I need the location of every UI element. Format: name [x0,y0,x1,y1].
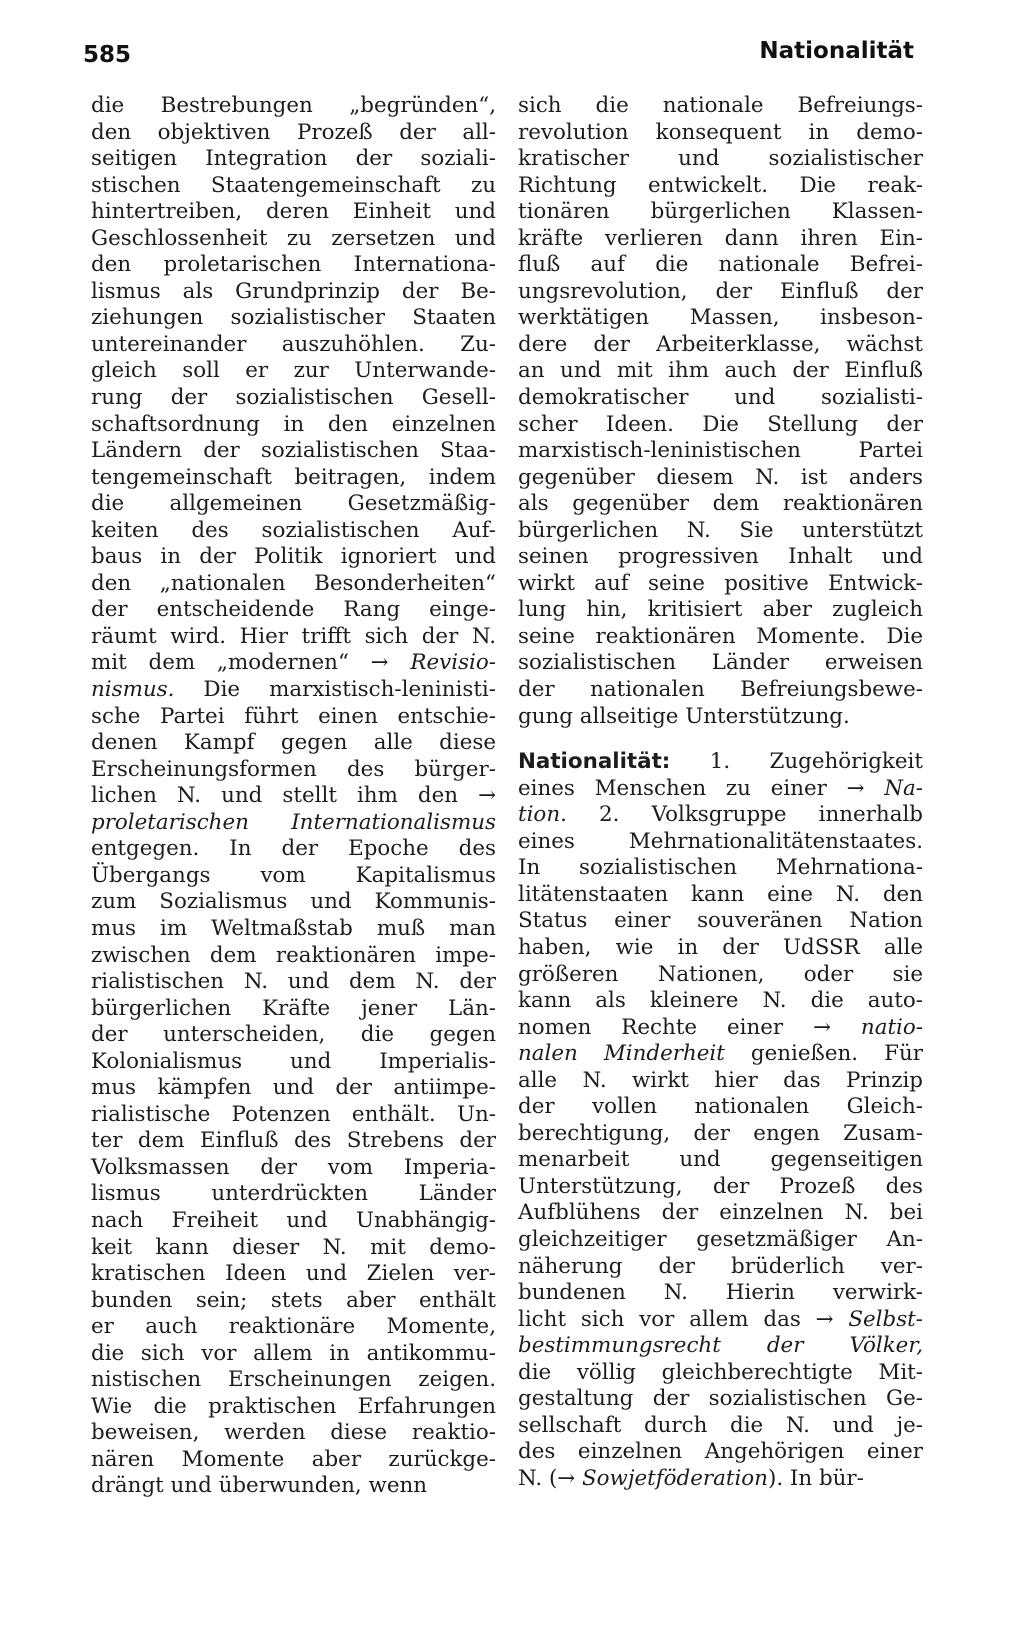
text-line [91,677,496,704]
text-line [91,1261,496,1288]
text-line [91,385,496,412]
text-line [91,571,496,598]
text-run: ). In bür- [767,1465,864,1491]
text-run: 1. Zugehörigkeit [670,749,923,775]
cross-reference: bestimmungsrecht der Völker, [518,1333,923,1359]
text-run: nären Momente aber zurückge- [91,1446,496,1472]
text-line [518,279,923,306]
text-run: eines Mehrnationalitätenstaates. [518,828,923,854]
text-run: marxistisch-leninistischen Partei [518,438,923,464]
text-line [518,1174,923,1201]
text-line [91,146,496,173]
page-number: 585 [83,42,132,68]
text-run: untereinander auszuhöhlen. Zu- [91,331,496,357]
right-column [518,93,923,1492]
text-run: die völlig gleichberechtigte Mit- [518,1359,923,1385]
text-run: kratischer und sozialistischer [518,146,923,172]
text-line [91,597,496,624]
text-line [91,1022,496,1049]
text-line [91,889,496,916]
text-line [91,730,496,757]
text-run: stischen Staatengemeinschaft zu [91,172,496,198]
text-run: zwischen dem reaktionären impe- [91,942,496,968]
text-run: haben, wie in der UdSSR alle [518,934,923,960]
text-line [518,1254,923,1281]
text-run: der nationalen Befreiungsbewe- [518,677,923,703]
text-line [518,1015,923,1042]
text-run: berechtigung, der engen Zusam- [518,1120,923,1146]
text-run: zum Sozialismus und Kommunis- [91,889,496,915]
text-line [91,969,496,996]
text-line [518,882,923,909]
text-run: Die marxistisch-leninisti- [174,677,496,703]
text-line [518,677,923,704]
text-run: alle N. wirkt hier das Prinzip [518,1067,923,1093]
text-run: keit kann dieser N. mit demo- [91,1234,496,1260]
text-run: werktätigen Massen, insbeson- [518,305,923,331]
text-run: entgegen. In der Epoche des [91,836,496,862]
text-line [518,749,923,776]
text-run: In sozialistischen Mehrnationa- [518,855,923,881]
text-run: nach Freiheit und Unabhängig- [91,1207,496,1233]
text-line [91,943,496,970]
text-run: kräfte verlieren dann ihren Ein- [518,225,923,251]
text-line [518,1280,923,1307]
text-run: ungsrevolution, der Einfluß der [518,278,923,304]
text-line [91,93,496,120]
text-run: genießen. Für [724,1041,923,1067]
left-column [91,93,496,1500]
text-run: Ländern der sozialistischen Staa- [91,438,496,464]
text-line [91,1420,496,1447]
cross-reference: Na- [884,775,923,801]
text-line [518,438,923,465]
text-line [91,1128,496,1155]
text-run: lismus als Grundprinzip der Be- [91,278,496,304]
text-run: als gegenüber dem reaktionären [518,491,923,517]
text-line [518,1200,923,1227]
text-run: kann als kleinere N. die auto- [518,988,923,1014]
text-line [518,935,923,962]
text-run: fluß auf die nationale Befrei- [518,252,923,278]
text-line [91,1447,496,1474]
text-line [518,199,923,226]
text-run: Status einer souveränen Nation [518,908,923,934]
text-line [91,1102,496,1129]
text-line [91,757,496,784]
text-run: mus im Weltmaßstab muß man [91,915,496,941]
text-run: tionären bürgerlichen Klassen- [518,199,923,225]
text-run: rung der sozialistischen Gesell- [91,385,496,411]
text-line [91,438,496,465]
text-run: er auch reaktionäre Momente, [91,1314,496,1340]
text-line [518,988,923,1015]
text-line [518,1386,923,1413]
text-line [91,650,496,677]
text-run: menarbeit und gegenseitigen [518,1147,923,1173]
text-run: gleichzeitiger gesetzmäßiger An- [518,1226,923,1252]
text-line [91,863,496,890]
text-line [518,1413,923,1440]
text-line [518,1333,923,1360]
text-run: scher Ideen. Die Stellung der [518,411,923,437]
text-line [518,1094,923,1121]
text-line [518,146,923,173]
text-line [91,1288,496,1315]
text-run: licht sich vor allem das → [518,1306,849,1332]
headword: Nationalität: [518,749,671,775]
text-run: ter dem Einfluß des Strebens der [91,1128,496,1154]
text-run: räumt wird. Hier trifft sich der N. [91,623,496,649]
entry-nationalitaet [518,749,923,1492]
text-line [91,358,496,385]
text-run: kratischen Ideen und Zielen ver- [91,1261,496,1287]
text-run: an und mit ihm auch der Einfluß [518,358,923,384]
text-line [518,173,923,200]
cross-reference: tion. [518,802,567,828]
text-line [518,597,923,624]
text-line [518,120,923,147]
text-run: mit dem „modernen“ → [91,650,411,676]
text-line [518,1307,923,1334]
text-run: dere der Arbeiterklasse, wächst [518,331,923,357]
text-line [518,226,923,253]
text-run: größeren Nationen, oder sie [518,961,923,987]
text-line [518,624,923,651]
text-line [91,465,496,492]
text-run: lung hin, kritisiert aber zugleich [518,597,923,623]
text-run: der entscheidende Rang einge- [91,597,496,623]
text-line [518,802,923,829]
text-run: Richtung entwickelt. Die reak- [518,172,923,198]
text-line [91,1049,496,1076]
text-line [91,704,496,731]
text-line [91,279,496,306]
text-run: Unterstützung, der Prozeß des [518,1173,923,1199]
text-line [91,783,496,810]
text-run: keiten des sozialistischen Auf- [91,517,496,543]
text-run: seine reaktionären Momente. Die [518,623,923,649]
text-line [91,1473,496,1500]
text-line [518,571,923,598]
cross-reference: proletarischen Internationalismus [91,809,496,835]
text-line [518,1439,923,1466]
text-line [518,829,923,856]
text-run: des einzelnen Angehörigen einer [518,1439,923,1465]
text-line [91,916,496,943]
text-line [518,252,923,279]
text-line [518,962,923,989]
text-run: seinen progressiven Inhalt und [518,544,923,570]
text-run: baus in der Politik ignoriert und [91,544,496,570]
text-line [518,855,923,882]
text-line [518,93,923,120]
text-line [91,305,496,332]
text-line [91,226,496,253]
text-line [91,624,496,651]
text-run: Geschlossenheit zu zersetzen und [91,225,496,251]
text-line [91,1208,496,1235]
text-run: Erscheinungsformen des bürger- [91,756,496,782]
text-run: eines Menschen zu einer → [518,775,885,801]
text-line [91,120,496,147]
text-run: bunden sein; stets aber enthält [91,1287,496,1313]
text-line [518,650,923,677]
text-line [91,1394,496,1421]
text-run: den proletarischen Internationa- [91,252,496,278]
text-line [518,1466,923,1493]
text-run: tengemeinschaft beitragen, indem [91,464,496,490]
text-run: gung allseitige Unterstützung. [518,703,850,729]
text-line [518,1041,923,1068]
text-run: sche Partei führt einen entschie- [91,703,496,729]
text-run: gleich soll er zur Unterwande- [91,358,496,384]
text-run: hintertreiben, deren Einheit und [91,199,496,225]
cross-reference: nismus. [91,677,175,703]
text-run: seitigen Integration der soziali- [91,146,496,172]
text-run: 2. Volksgruppe innerhalb [566,802,923,828]
text-line [518,1121,923,1148]
text-line [518,776,923,803]
text-run: der unterscheiden, die gegen [91,1022,496,1048]
text-run: gestaltung der sozialistischen Ge- [518,1386,923,1412]
text-run: Übergangs vom Kapitalismus [91,862,496,888]
text-run: die allgemeinen Gesetzmäßig- [91,491,496,517]
text-run: sellschaft durch die N. und je- [518,1412,923,1438]
text-line [91,836,496,863]
text-run: litätenstaaten kann eine N. den [518,881,923,907]
text-run: revolution konsequent in demo- [518,119,923,145]
text-line [91,996,496,1023]
text-run: bürgerlichen Kräfte jener Län- [91,995,496,1021]
running-head: Nationalität [759,38,914,64]
text-run: wirkt auf seine positive Entwick- [518,570,923,596]
text-run: denen Kampf gegen alle diese [91,730,496,756]
text-line [91,332,496,359]
cross-reference: Sowjetföderation [582,1465,768,1491]
text-run: rialistischen N. und dem N. der [91,969,496,995]
text-run: den „nationalen Besonderheiten“ [91,570,496,596]
text-line [91,252,496,279]
paragraph-gap [518,730,923,749]
text-run: Aufblühens der einzelnen N. bei [518,1200,923,1226]
text-run: rialistische Potenzen enthält. Un- [91,1101,496,1127]
text-line [518,908,923,935]
text-line [518,412,923,439]
text-line [518,1147,923,1174]
text-line [518,491,923,518]
text-line [518,1227,923,1254]
text-line [518,332,923,359]
text-line [91,1235,496,1262]
text-line [91,1341,496,1368]
text-run: Volksmassen der vom Imperia- [91,1154,496,1180]
text-line [91,1075,496,1102]
text-run: ziehungen sozialistischer Staaten [91,305,496,331]
text-run: mus kämpfen und der antiimpe- [91,1075,496,1101]
text-line [91,1181,496,1208]
text-line [518,465,923,492]
text-line [518,358,923,385]
text-line [91,1314,496,1341]
text-run: nomen Rechte einer → [518,1014,861,1040]
text-run: lichen N. und stellt ihm den → [91,783,496,809]
text-line [91,1367,496,1394]
text-line [518,1068,923,1095]
cross-reference: Selbst- [848,1306,923,1332]
text-run: sich die nationale Befreiungs- [518,93,923,118]
text-run: lismus unterdrückten Länder [91,1181,496,1207]
text-run: die Bestrebungen „begründen“, [91,93,496,118]
text-line [518,704,923,731]
text-run: beweisen, werden diese reaktio- [91,1420,496,1446]
cross-reference: Revisio- [410,650,496,676]
text-run: den objektiven Prozeß der all- [91,119,496,145]
text-run: N. (→ [518,1465,583,1491]
text-line [91,491,496,518]
text-line [518,518,923,545]
text-line [91,810,496,837]
text-line [518,544,923,571]
text-line [91,173,496,200]
text-run: sozialistischen Länder erweisen [518,650,923,676]
text-line [91,1155,496,1182]
text-line [91,544,496,571]
text-run: gegenüber diesem N. ist anders [518,464,923,490]
text-line [518,1360,923,1387]
cross-reference: nalen Minderheit [518,1041,725,1067]
text-run: die sich vor allem in antikommu- [91,1340,496,1366]
text-run: drängt und überwunden, wenn [91,1473,428,1499]
continuation-paragraph [518,93,923,730]
text-run: demokratischer und sozialisti- [518,385,923,411]
text-line [91,199,496,226]
text-run: Wie die praktischen Erfahrungen [91,1393,496,1419]
text-line [518,385,923,412]
text-run: nistischen Erscheinungen zeigen. [91,1367,496,1393]
text-line [91,518,496,545]
text-run: bürgerlichen N. Sie unterstützt [518,517,923,543]
text-run: der vollen nationalen Gleich- [518,1094,923,1120]
text-run: schaftsordnung in den einzelnen [91,411,496,437]
cross-reference: natio- [860,1014,923,1040]
text-line [91,412,496,439]
text-run: näherung der brüderlich ver- [518,1253,923,1279]
text-line [518,305,923,332]
text-run: Kolonialismus und Imperialis- [91,1048,496,1074]
text-run: bundenen N. Hierin verwirk- [518,1280,923,1306]
